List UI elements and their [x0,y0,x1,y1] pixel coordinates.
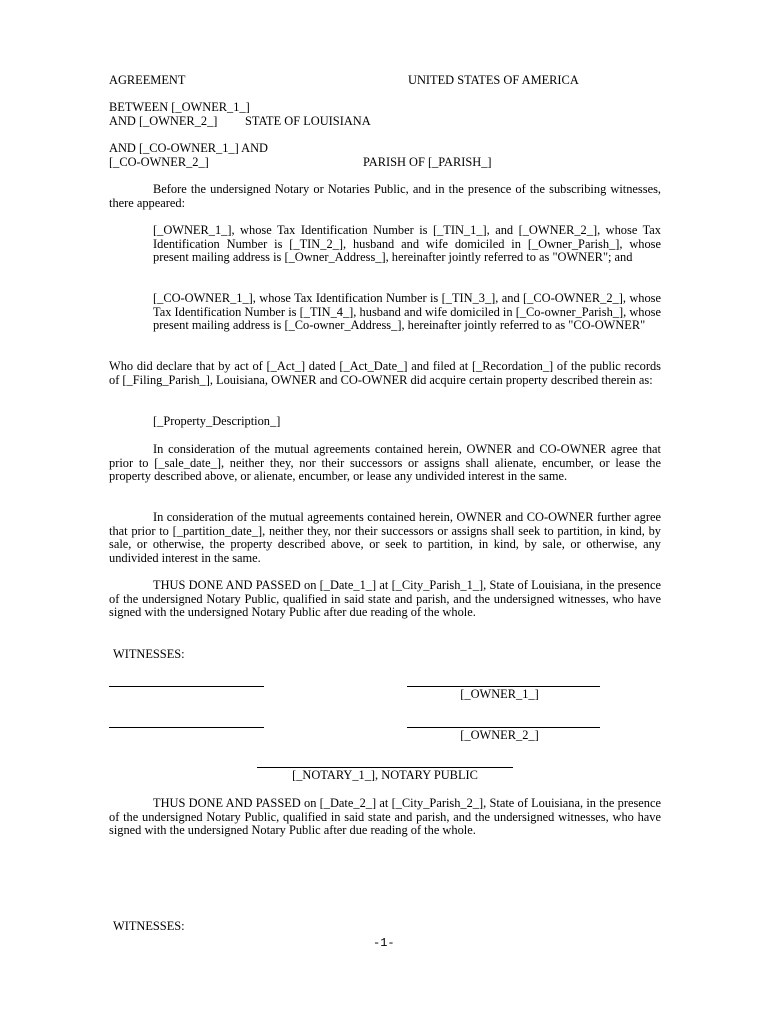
notary-signature-label: [_NOTARY_1_], NOTARY PUBLIC [292,768,478,782]
declaration-paragraph: Who did declare that by act of [_Act_] dated [_Act_Date_] and filed at [_Recordation_] of the public records of [_Filing_Parish_], Louisiana, OWNER and CO-OWNER did acquire certain property described therein as: [109,359,661,387]
coowner-paragraph: [_CO-OWNER_1_], whose Tax Identification Number is [_TIN_3_], and [_CO-OWNER_2_], whose Tax Identification Number is [_TIN_4_], husband and wife domiciled in [_Co-owner_Parish_], whose present mailing address is [_Co-owner_Address_], hereinafter jointly referred to as "CO-OWNER" [153,291,661,333]
intro-paragraph: Before the undersigned Notary or Notaries Public, and in the presence of the subscribing witnesses, there appeared: [109,182,661,210]
consideration-paragraph-1: In consideration of the mutual agreements contained herein, OWNER and CO-OWNER agree that prior to [_sale_date_], neither they, nor their successors or assigns shall alienate, encumber, or lease the property described above, or alienate, encumber, or lease any undivided interest in the same. [109,442,661,484]
thus-done-paragraph-1: THUS DONE AND PASSED on [_Date_1_] at [_City_Parish_1_], State of Louisiana, in the presence of the undersigned Notary Public, qualified in said state and parish, and the undersigned witnesses, who have signed with the undersigned Notary Public after due reading of the whole. [109,578,661,620]
between-owner1: BETWEEN [_OWNER_1_] [109,100,250,114]
agreement-title: AGREEMENT [109,73,186,87]
witness-signature-line-1 [109,686,264,687]
page-number: -1- [373,936,395,950]
thus-done-paragraph-2: THUS DONE AND PASSED on [_Date_2_] at [_City_Parish_2_], State of Louisiana, in the presence of the undersigned Notary Public, qualified in said state and parish, and the undersigned witnesses, who have signed with the undersigned Notary Public after due reading of the whole. [109,796,661,838]
state-heading: STATE OF LOUISIANA [245,114,371,128]
coowner2: [_CO-OWNER_2_] [109,155,209,169]
country-heading: UNITED STATES OF AMERICA [408,73,579,87]
witnesses-label-1: WITNESSES: [113,647,185,661]
witness-signature-line-2 [109,727,264,728]
and-owner2: AND [_OWNER_2_] [109,114,218,128]
owner2-signature-label: [_OWNER_2_] [460,728,539,742]
owner-paragraph: [_OWNER_1_], whose Tax Identification Number is [_TIN_1_], and [_OWNER_2_], whose Tax Identification Number is [_TIN_2_], husband and wife domiciled in [_Owner_Parish_], whose present mailing address is [_Owner_Address_], hereinafter jointly referred to as "OWNER"; and [153,223,661,265]
owner1-signature-label: [_OWNER_1_] [460,687,539,701]
property-description: [_Property_Description_] [153,414,281,428]
parish-heading: PARISH OF [_PARISH_] [363,155,492,169]
consideration-paragraph-2: In consideration of the mutual agreements contained herein, OWNER and CO-OWNER further agree that prior to [_partition_date_], neither they, nor their successors or assigns shall seek to partition, in kind, by sale, or otherwise, the property described above, or seek to partition, in kind, by sale, or otherwise, any undivided interest in the same. [109,510,661,565]
witnesses-label-2: WITNESSES: [113,919,185,933]
and-coowner1: AND [_CO-OWNER_1_] AND [109,141,268,155]
